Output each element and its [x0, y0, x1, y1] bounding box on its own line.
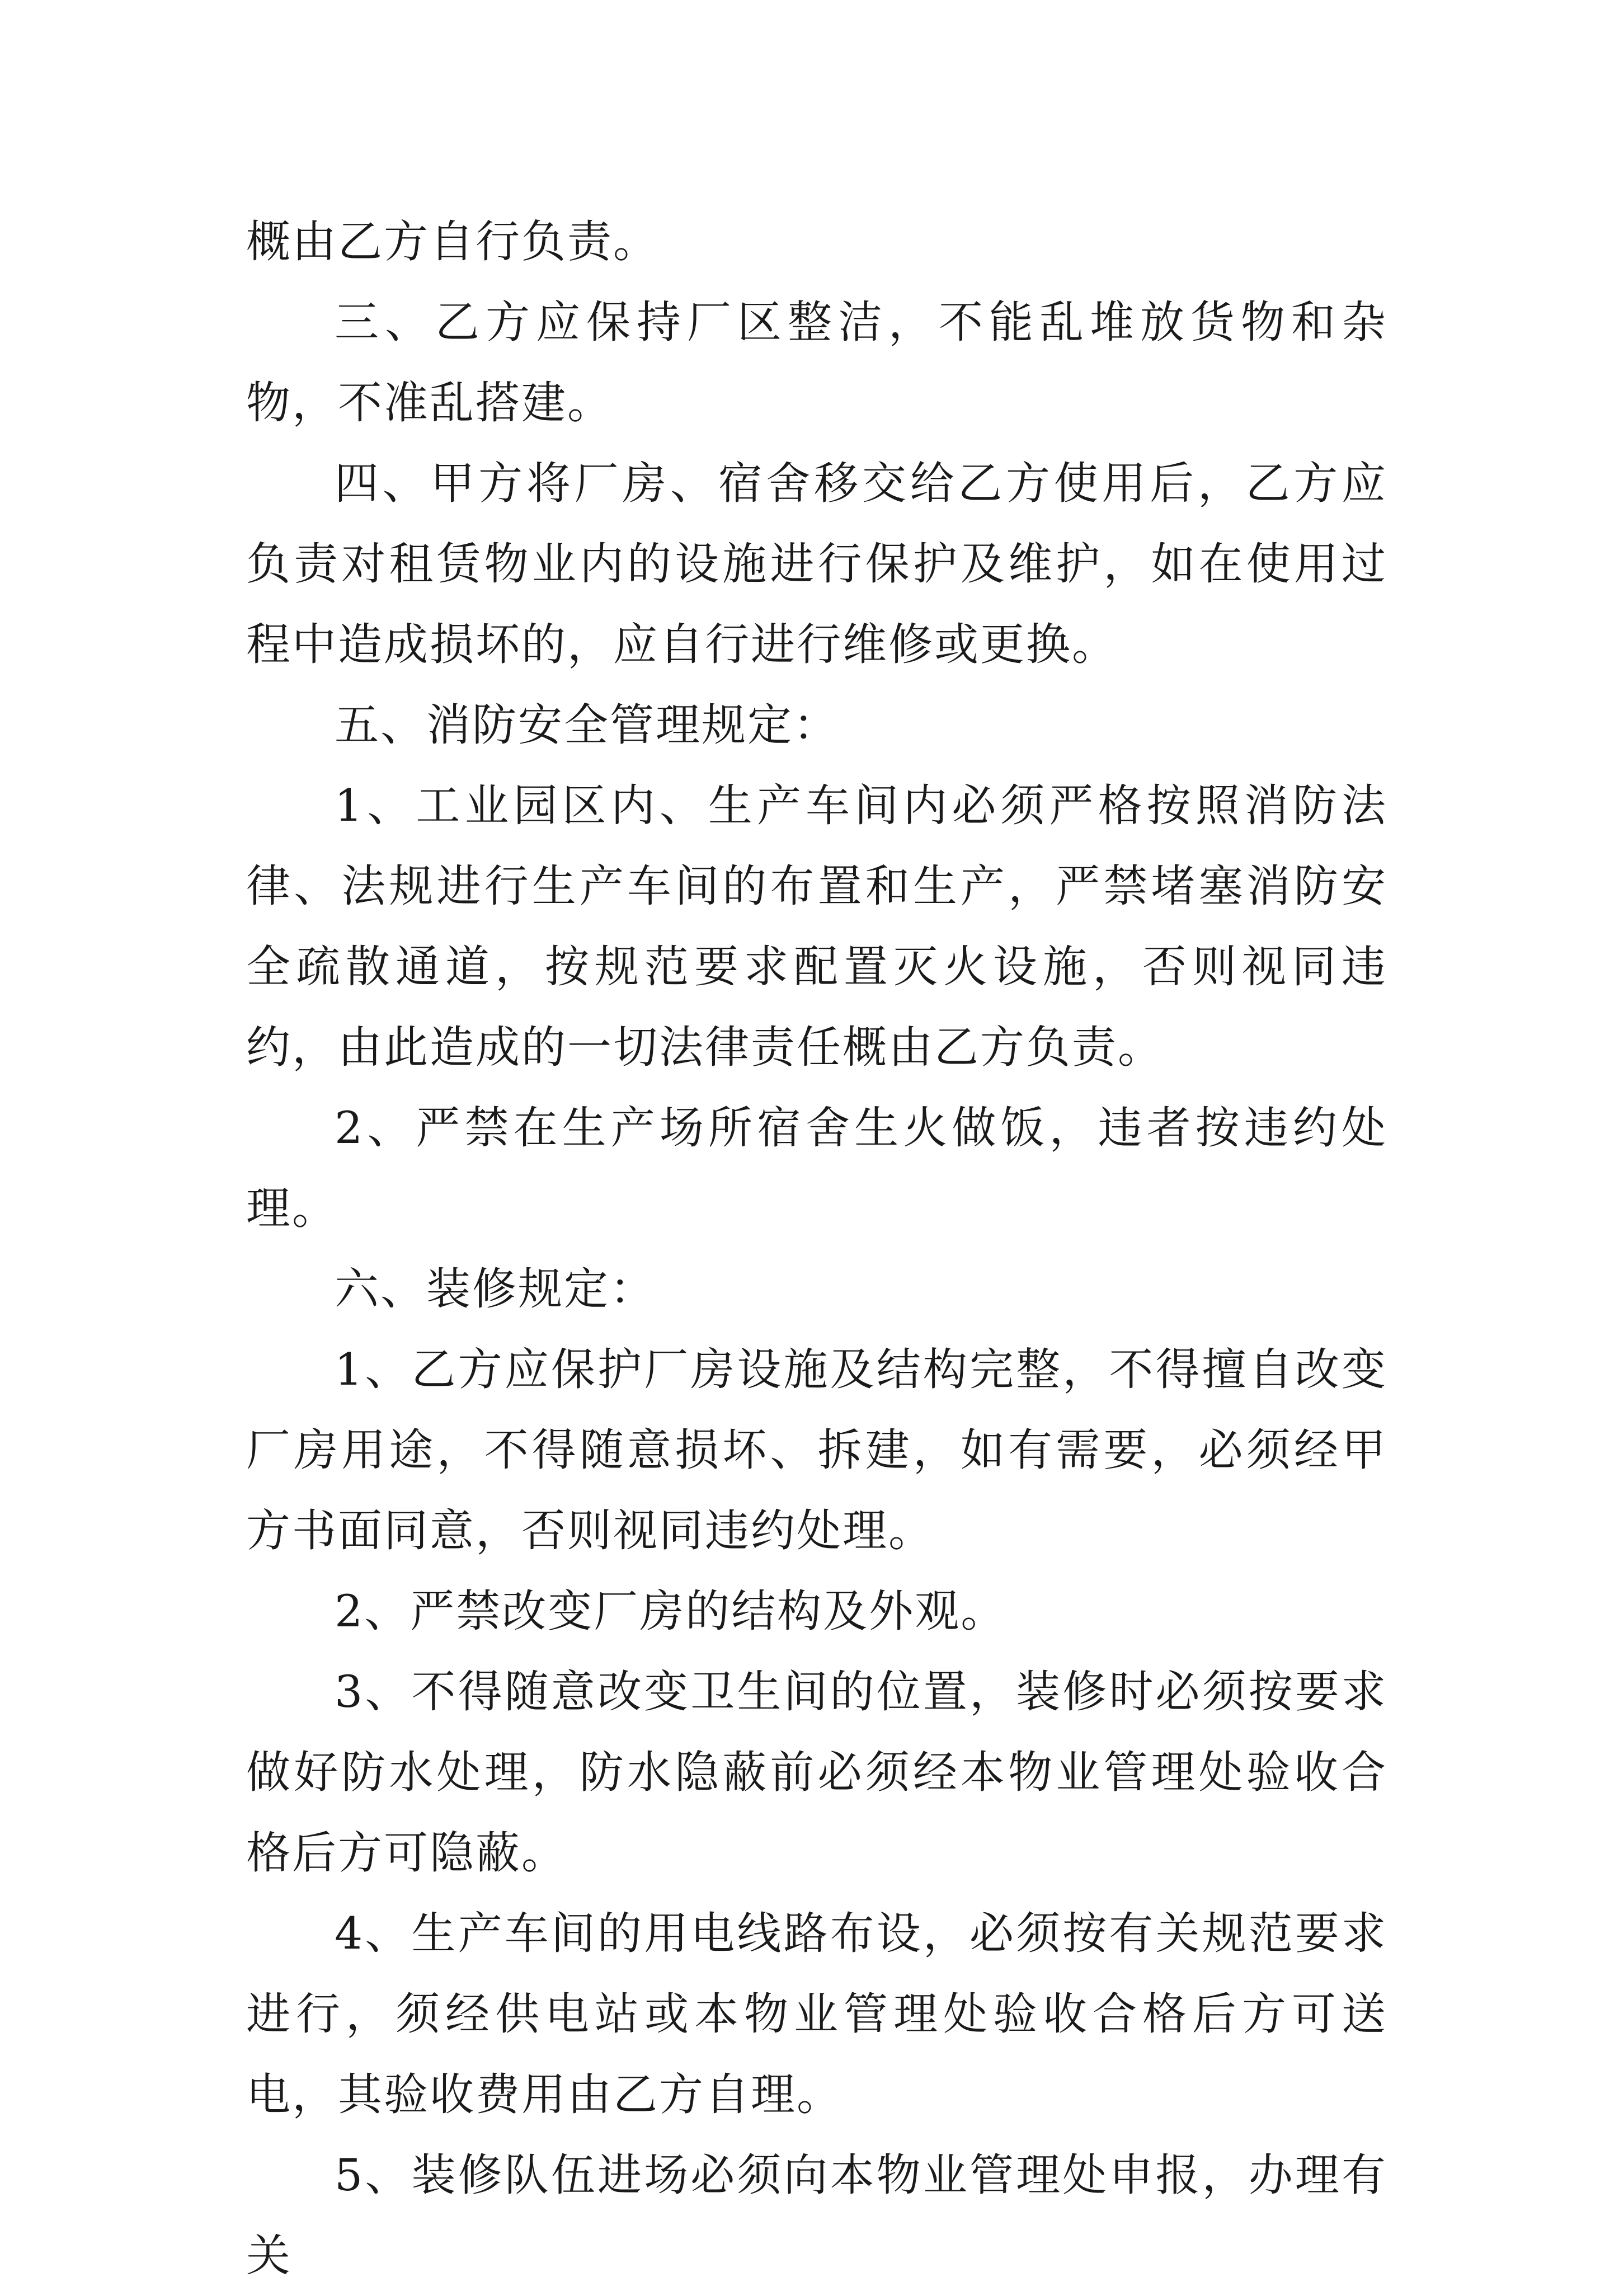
paragraph-renovation-2: 2、严禁改变厂房的结构及外观。	[335, 1585, 1007, 1637]
heading-renovation: 六、装修规定：	[335, 1263, 656, 1315]
document-body	[246, 201, 1387, 2296]
paragraph-renovation-5: 5、装修队伍进场必须向本物业管理处申报，办理有关	[246, 2149, 1387, 2281]
paragraph-section-4: 四、甲方将厂房、宿舍移交给乙方使用后，乙方应负责对租赁物业内的设施进行保护及维护，如在使用过程中造成损坏的，应自行进行维修或更换。	[246, 458, 1387, 670]
paragraph-renovation-3: 3、不得随意改变卫生间的位置，装修时必须按要求做好防水处理，防水隐蔽前必须经本物业管理处验收合格后方可隐蔽。	[246, 1666, 1387, 1879]
paragraph-fire-safety-1: 1、工业园区内、生产车间内必须严格按照消防法律、法规进行生产车间的布置和生产，严禁堵塞消防安全疏散通道，按规范要求配置灭火设施，否则视同违约，由此造成的一切法律责任概由乙方负责。	[246, 780, 1387, 1073]
heading-fire-safety: 五、消防安全管理规定：	[335, 699, 839, 751]
paragraph-continuation: 概由乙方自行负责。	[246, 216, 659, 267]
paragraph-fire-safety-2: 2、严禁在生产场所宿舍生火做饭，违者按违约处理。	[246, 1102, 1387, 1234]
paragraph-renovation-1: 1、乙方应保护厂房设施及结构完整，不得擅自改变厂房用途，不得随意损坏、拆建，如有需要，必须经甲方书面同意，否则视同违约处理。	[246, 1344, 1387, 1556]
paragraph-renovation-4: 4、生产车间的用电线路布设，必须按有关规范要求进行，须经供电站或本物业管理处验收合格后方可送电，其验收费用由乙方自理。	[246, 1908, 1387, 2120]
paragraph-section-3: 三、乙方应保持厂区整洁，不能乱堆放货物和杂物，不准乱搭建。	[246, 297, 1387, 429]
